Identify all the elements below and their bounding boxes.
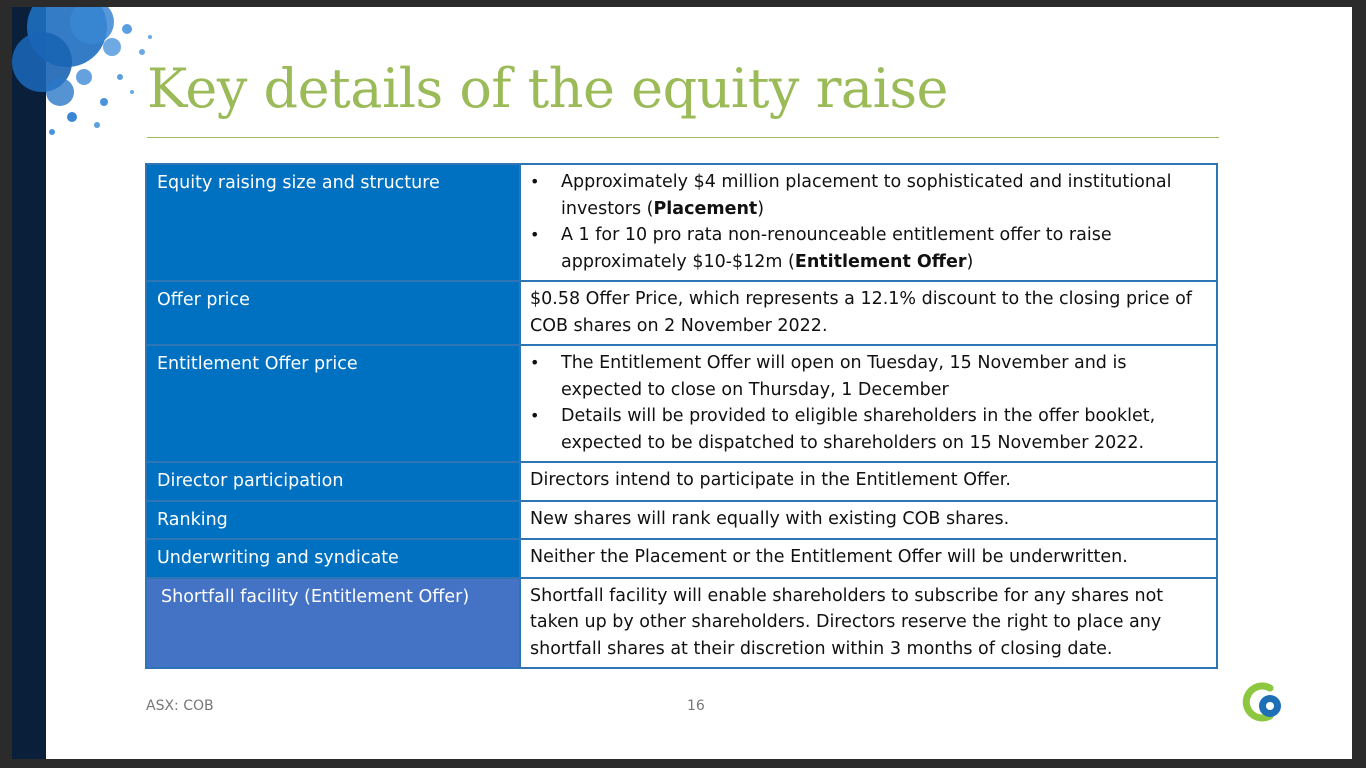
row-value: $0.58 Offer Price, which represents a 12.1% discount to the closing price of COB shares on 2 November 2022. bbox=[520, 281, 1217, 345]
row-label: Offer price bbox=[146, 281, 520, 345]
table-row bbox=[146, 281, 1217, 345]
slide bbox=[12, 7, 1352, 759]
details-table bbox=[145, 163, 1218, 669]
row-value: Shortfall facility will enable shareholders to subscribe for any shares not taken up by other shareholders. Directors reserve the right to place any shortfall shares at their discretion within 3 months of closing date. bbox=[520, 578, 1217, 669]
table-row bbox=[146, 501, 1217, 540]
table-row bbox=[146, 539, 1217, 578]
row-label: Shortfall facility (Entitlement Offer) bbox=[146, 578, 520, 669]
bullet-item: • The Entitlement Offer will open on Tuesday, 15 November and is expected to close on Thursday, 1 December bbox=[530, 350, 1204, 403]
row-label: Underwriting and syndicate bbox=[146, 539, 520, 578]
row-value bbox=[520, 345, 1217, 462]
cobalt-logo-icon bbox=[1240, 680, 1288, 724]
page-title: Key details of the equity raise bbox=[147, 57, 949, 120]
table-row bbox=[146, 345, 1217, 462]
page-number: 16 bbox=[687, 698, 705, 714]
row-value bbox=[520, 164, 1217, 281]
row-label: Equity raising size and structure bbox=[146, 164, 520, 281]
bullet-item: • Approximately $4 million placement to sophisticated and institutional investors (Placement) bbox=[530, 169, 1204, 222]
bullet-item: • A 1 for 10 pro rata non-renounceable entitlement offer to raise approximately $10-$12m (Entitlement Offer) bbox=[530, 222, 1204, 275]
row-value: Neither the Placement or the Entitlement Offer will be underwritten. bbox=[520, 539, 1217, 578]
row-value: Directors intend to participate in the Entitlement Offer. bbox=[520, 462, 1217, 501]
title-divider bbox=[147, 137, 1219, 138]
row-label: Ranking bbox=[146, 501, 520, 540]
table-row bbox=[146, 578, 1217, 669]
table-row bbox=[146, 164, 1217, 281]
row-value: New shares will rank equally with existing COB shares. bbox=[520, 501, 1217, 540]
bullet-item: • Details will be provided to eligible shareholders in the offer booklet, expected to be dispatched to shareholders on 15 November 2022. bbox=[530, 403, 1204, 456]
row-label: Director participation bbox=[146, 462, 520, 501]
footer-ticker: ASX: COB bbox=[146, 698, 214, 714]
row-label: Entitlement Offer price bbox=[146, 345, 520, 462]
table-row bbox=[146, 462, 1217, 501]
